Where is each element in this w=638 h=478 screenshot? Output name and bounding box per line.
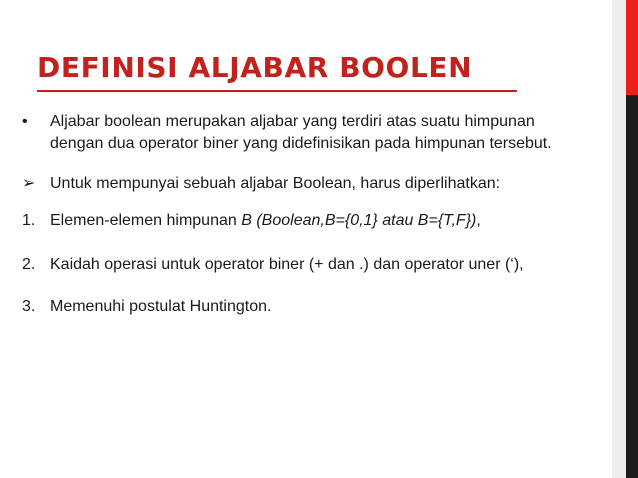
slide-edge-dark-band	[626, 95, 638, 478]
numbered-item-1-italic: B (Boolean,B={0,1} atau B={T,F})	[241, 212, 477, 229]
bullet-line-2: dengan dua operator biner yang didefinisikan pada himpunan tersebut.	[50, 135, 552, 152]
numbered-item-1-text	[50, 210, 600, 232]
slide-edge-red-accent	[626, 0, 638, 95]
arrow-item-text: Untuk mempunyai sebuah aljabar Boolean, harus diperlihatkan:	[50, 175, 501, 192]
title-underline	[37, 90, 517, 92]
number-marker-2: 2.	[22, 256, 36, 273]
number-marker-3: 3.	[22, 298, 36, 315]
bullet-marker: •	[22, 113, 28, 130]
numbered-item-1-tail: ,	[476, 212, 481, 229]
numbered-item-1-plain: Elemen-elemen himpunan	[50, 212, 242, 229]
numbered-item-2-text: Kaidah operasi untuk operator biner (+ dan .) dan operator uner (‘),	[50, 256, 524, 273]
slide-edge-light-band	[612, 0, 626, 478]
arrow-bullet-icon: ➢	[22, 175, 36, 192]
number-marker-1: 1.	[22, 212, 36, 229]
slide-title: DEFINISI ALJABAR BOOLEN	[37, 51, 473, 84]
bullet-line-1: Aljabar boolean merupakan aljabar yang terdiri atas suatu himpunan	[50, 113, 535, 130]
numbered-item-3-text: Memenuhi postulat Huntington.	[50, 298, 272, 315]
